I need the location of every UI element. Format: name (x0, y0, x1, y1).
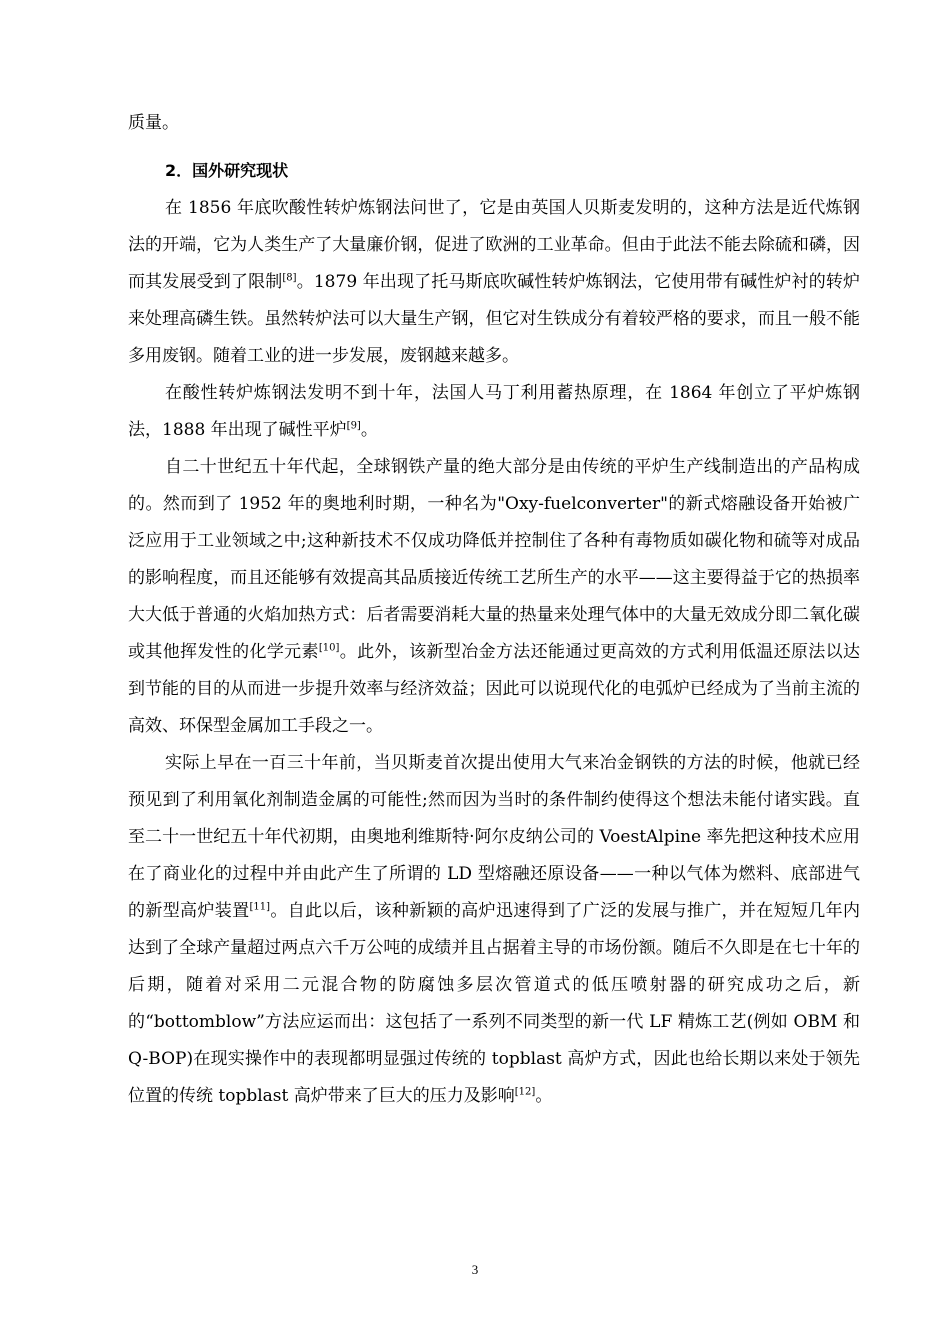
paragraph-text: 。此外，该新型冶金方法还能通过更高效的方式利用低温还原法以达到节能的目的从而进一步提升效率与经济效益；因此可以说现代化的电弧炉已经成为了当前主流的高效、环保型金属加工手段之一。 (128, 642, 861, 736)
paragraph-text: 在 1856 年底吹酸性转炉炼钢法问世了，它是由英国人贝斯麦发明的，这种方法是近代炼钢法的开端，它为人类生产了大量廉价钢，促进了欧洲的工业革命。但由于此法不能去除硫和磷，因而其发展受到了限制 (128, 198, 860, 292)
paragraph-text: 。 (360, 420, 378, 440)
citation-11: [11] (249, 901, 271, 913)
paragraph-text: 实际上早在一百三十年前，当贝斯麦首次提出使用大气来冶金钢铁的方法的时候，他就已经预见到了利用氧化剂制造金属的可能性;然而因为当时的条件制约使得这个想法未能付诸实践。直至二十一世纪五十年代初期，由奥地利维斯特·阿尔皮纳公司的 VoestAlpine 率先把这种技术应用在了商业化的过程中并由此产生了所谓的 LD 型熔融还原设备——一种以气体为燃料、底部进气的新型高炉装置 (128, 753, 860, 921)
citation-9: [9] (346, 420, 361, 432)
body-text (128, 105, 860, 1115)
paragraph-text: 。1879 年出现了托马斯底吹碱性转炉炼钢法，它使用带有碱性炉衬的转炉来处理高磷生铁。虽然转炉法可以大量生产钢，但它对生铁成分有着较严格的要求，而且一般不能多用废钢。随着工业的进一步发展，废钢越来越多。 (128, 272, 860, 366)
paragraph-text: 在酸性转炉炼钢法发明不到十年，法国人马丁利用蓄热原理，在 1864 年创立了平炉炼钢法，1888 年出现了碱性平炉 (128, 383, 860, 440)
citation-8: [8] (282, 272, 297, 284)
paragraph-1 (128, 190, 860, 375)
continued-paragraph: 质量。 (128, 113, 179, 133)
paragraph-text: 自二十世纪五十年代起，全球钢铁产量的绝大部分是由传统的平炉生产线制造出的产品构成的。然而到了 1952 年的奥地利时期，一种名为"Oxy-fuelconverter"的新式熔融设备开始被广泛应用于工业领域之中;这种新技术不仅成功降低并控制住了各种有毒物质如碳化物和硫等对成品的影响程度，而且还能够有效提高其品质接近传统工艺所生产的水平——这主要得益于它的热损率大大低于普通的火焰加热方式：后者需要消耗大量的热量来处理气体中的大量无效成分即二氧化碳或其他挥发性的化学元素 (128, 457, 860, 662)
paragraph-2 (128, 375, 860, 449)
paragraph-4 (128, 745, 860, 1115)
page-number: 3 (471, 1262, 479, 1277)
paragraph-3 (128, 449, 860, 745)
citation-10: [10] (318, 642, 340, 654)
citation-12: [12] (514, 1086, 536, 1098)
paragraph-text: 。自此以后，该种新颖的高炉迅速得到了广泛的发展与推广，并在短短几年内达到了全球产量超过两点六千万公吨的成绩并且占据着主导的市场份额。随后不久即是在七十年的后期，随着对采用二元混合物的防腐蚀多层次管道式的低压喷射器的研究成功之后，新的“bottomblow”方法应运而出：这包括了一系列不同类型的新一代 LF 精炼工艺(例如 OBM 和 Q-BOP)在现实操作中的表现都明显强过传统的 topblast 高炉方式，因此也给长期以来处于领先位置的传统 topblast 高炉带来了巨大的压力及影响 (128, 901, 861, 1106)
paragraph-text: 。 (535, 1086, 553, 1106)
section-heading: 2．国外研究现状 (165, 161, 289, 180)
